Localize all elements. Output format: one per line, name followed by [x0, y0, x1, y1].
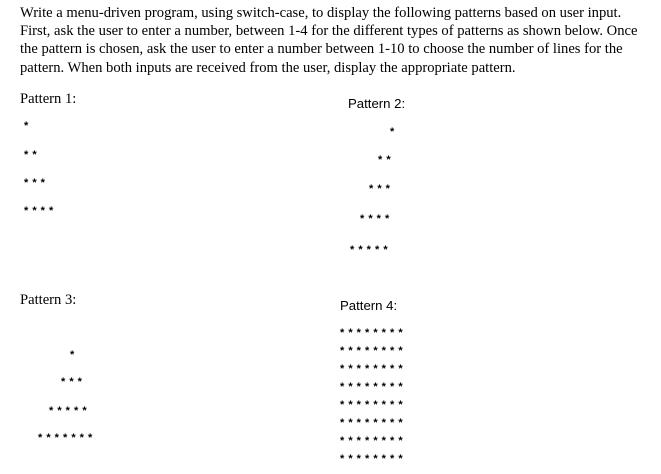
pattern-3-row: *: [70, 349, 75, 361]
pattern-4-row: * * * * * * * *: [340, 399, 404, 411]
pattern-4-row: * * * * * * * *: [340, 381, 404, 393]
pattern-2-row: * * *: [369, 183, 391, 195]
instructions-line: Write a menu-driven program, using switch-case, to display the following patterns based on user input.: [20, 5, 622, 21]
instructions-line: pattern. When both inputs are received from the user, display the appropriate pattern.: [20, 59, 516, 76]
instructions-line: First, ask the user to enter a number, between 1-4 for the different types of patterns as shown below. Once: [20, 23, 638, 40]
pattern-4-row: * * * * * * * *: [340, 417, 404, 429]
pattern-2-row: * *: [378, 154, 392, 166]
pattern-1-row: *: [24, 120, 29, 132]
pattern-4-label: Pattern 4:: [340, 298, 398, 313]
pattern-1-row: * *: [24, 149, 38, 161]
pattern-3-row: * * * * * * *: [38, 432, 93, 444]
pattern-2-row: * * * *: [360, 213, 390, 225]
pattern-2-row: *: [390, 126, 395, 138]
pattern-4-row: * * * * * * * *: [340, 345, 404, 357]
pattern-2-label: Pattern 2:: [348, 96, 406, 111]
pattern-4-row: * * * * * * * *: [340, 435, 404, 447]
pattern-1-label: Pattern 1:: [20, 91, 77, 107]
pattern-4-row: * * * * * * * *: [340, 327, 404, 339]
pattern-3-row: * * *: [61, 376, 83, 388]
pattern-1-row: * * * *: [24, 205, 54, 217]
instructions-line: the pattern is chosen, ask the user to enter a number between 1-10 to choose the number of lines for the: [20, 41, 623, 58]
pattern-3-row: * * * * *: [49, 405, 88, 417]
pattern-2-row: * * * * *: [350, 244, 389, 256]
pattern-3-label: Pattern 3:: [20, 292, 77, 308]
pattern-4-row: * * * * * * * *: [340, 363, 404, 375]
pattern-4-row: * * * * * * * *: [340, 453, 404, 465]
pattern-1-row: * * *: [24, 177, 46, 189]
instructions-paragraph: [20, 4, 655, 77]
